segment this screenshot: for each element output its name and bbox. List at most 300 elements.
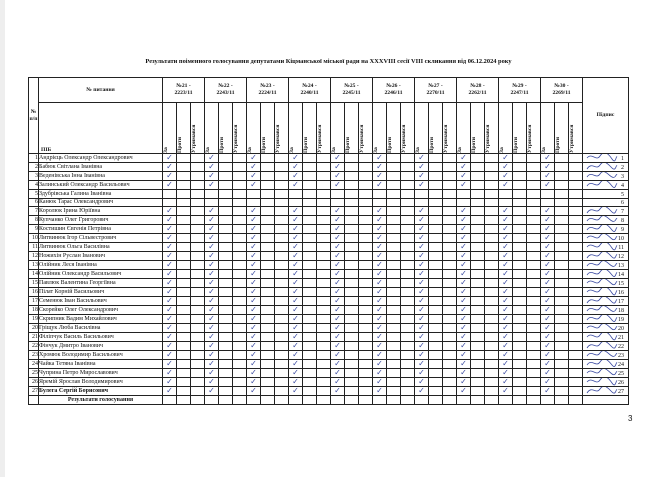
checkmark-icon: ✓ bbox=[166, 323, 173, 332]
vote-cell bbox=[345, 288, 359, 297]
vote-cell bbox=[457, 234, 471, 243]
vote-subheader bbox=[177, 103, 191, 154]
vote-cell bbox=[387, 315, 401, 324]
checkmark-icon: ✓ bbox=[376, 162, 383, 171]
vote-cell bbox=[261, 234, 275, 243]
checkmark-icon: ✓ bbox=[208, 368, 215, 377]
vote-cell bbox=[317, 333, 331, 342]
num-header: № п/п bbox=[29, 78, 39, 154]
vote-cell bbox=[163, 351, 177, 360]
vote-cell bbox=[261, 351, 275, 360]
signature-icon bbox=[586, 342, 618, 351]
vote-cell bbox=[205, 225, 219, 234]
vote-cell bbox=[471, 387, 485, 396]
vote-cell bbox=[443, 234, 457, 243]
signature-icon bbox=[586, 270, 618, 279]
vote-cell bbox=[219, 261, 233, 270]
checkmark-icon: ✓ bbox=[334, 180, 341, 189]
vote-cell bbox=[163, 190, 177, 199]
vote-cell bbox=[443, 378, 457, 387]
table-row bbox=[29, 252, 629, 261]
vote-cell bbox=[177, 225, 191, 234]
vote-cell bbox=[331, 288, 345, 297]
question-number: №27 - bbox=[428, 83, 443, 89]
signature-cell bbox=[583, 172, 629, 181]
vote-cell bbox=[485, 306, 499, 315]
vote-cell bbox=[345, 181, 359, 190]
vote-cell bbox=[261, 261, 275, 270]
checkmark-icon: ✓ bbox=[334, 224, 341, 233]
vote-cell bbox=[345, 279, 359, 288]
checkmark-icon: ✓ bbox=[460, 233, 467, 242]
signature-cell bbox=[583, 207, 629, 216]
signature-icon bbox=[586, 333, 618, 342]
vote-cell bbox=[205, 306, 219, 315]
results-cell bbox=[415, 396, 429, 405]
vote-cell bbox=[219, 333, 233, 342]
vote-cell bbox=[359, 324, 373, 333]
deputy-name: Фінчук Дмитро Іванович bbox=[39, 342, 163, 351]
vote-cell bbox=[345, 225, 359, 234]
vote-cell bbox=[177, 369, 191, 378]
vote-cell bbox=[205, 351, 219, 360]
vote-cell bbox=[247, 324, 261, 333]
vote-cell bbox=[345, 252, 359, 261]
vote-cell bbox=[555, 333, 569, 342]
vote-label: Утримався bbox=[527, 124, 533, 153]
vote-cell bbox=[569, 207, 583, 216]
vote-cell bbox=[387, 181, 401, 190]
vote-cell bbox=[457, 333, 471, 342]
vote-cell bbox=[513, 333, 527, 342]
checkmark-icon: ✓ bbox=[166, 162, 173, 171]
vote-cell bbox=[331, 387, 345, 396]
vote-cell bbox=[429, 154, 443, 163]
checkmark-icon: ✓ bbox=[208, 314, 215, 323]
vote-cell bbox=[569, 198, 583, 207]
vote-cell bbox=[485, 288, 499, 297]
vote-subheader bbox=[387, 103, 401, 154]
vote-cell bbox=[261, 163, 275, 172]
vote-cell bbox=[205, 324, 219, 333]
checkmark-icon: ✓ bbox=[376, 377, 383, 386]
vote-cell bbox=[345, 198, 359, 207]
vote-cell bbox=[443, 288, 457, 297]
vote-cell bbox=[415, 181, 429, 190]
vote-cell bbox=[401, 297, 415, 306]
vote-cell bbox=[429, 243, 443, 252]
vote-cell bbox=[415, 243, 429, 252]
vote-cell bbox=[527, 190, 541, 199]
vote-cell bbox=[429, 252, 443, 261]
vote-cell bbox=[275, 190, 289, 199]
vote-cell bbox=[233, 351, 247, 360]
vote-cell bbox=[541, 243, 555, 252]
vote-cell bbox=[443, 297, 457, 306]
vote-cell bbox=[527, 297, 541, 306]
vote-cell bbox=[513, 360, 527, 369]
vote-cell bbox=[569, 315, 583, 324]
checkmark-icon: ✓ bbox=[250, 278, 257, 287]
checkmark-icon: ✓ bbox=[460, 162, 467, 171]
vote-cell bbox=[219, 190, 233, 199]
vote-cell bbox=[317, 378, 331, 387]
vote-cell bbox=[177, 172, 191, 181]
results-cell bbox=[205, 396, 219, 405]
checkmark-icon: ✓ bbox=[292, 368, 299, 377]
checkmark-icon: ✓ bbox=[166, 341, 173, 350]
checkmark-icon: ✓ bbox=[544, 305, 551, 314]
vote-cell bbox=[541, 360, 555, 369]
row-number: 7 bbox=[29, 207, 39, 216]
deputy-name: Ножихін Руслан Іванович bbox=[39, 252, 163, 261]
vote-cell bbox=[499, 172, 513, 181]
vote-cell bbox=[219, 279, 233, 288]
checkmark-icon: ✓ bbox=[544, 242, 551, 251]
vote-cell bbox=[541, 387, 555, 396]
vote-subheader bbox=[373, 103, 387, 154]
vote-cell bbox=[205, 333, 219, 342]
vote-cell bbox=[275, 172, 289, 181]
checkmark-icon: ✓ bbox=[418, 224, 425, 233]
checkmark-icon: ✓ bbox=[502, 368, 509, 377]
vote-cell bbox=[555, 306, 569, 315]
signature-icon bbox=[586, 297, 618, 306]
vote-cell bbox=[359, 387, 373, 396]
results-cell bbox=[373, 396, 387, 405]
results-cell bbox=[513, 396, 527, 405]
vote-cell bbox=[387, 333, 401, 342]
vote-cell bbox=[163, 243, 177, 252]
vote-cell bbox=[247, 190, 261, 199]
vote-cell bbox=[317, 261, 331, 270]
vote-cell bbox=[331, 315, 345, 324]
vote-cell bbox=[499, 378, 513, 387]
vote-cell bbox=[303, 216, 317, 225]
checkmark-icon: ✓ bbox=[166, 215, 173, 224]
vote-cell bbox=[471, 154, 485, 163]
vote-cell bbox=[191, 342, 205, 351]
vote-cell bbox=[457, 369, 471, 378]
vote-cell bbox=[331, 225, 345, 234]
vote-cell bbox=[485, 172, 499, 181]
vote-cell bbox=[205, 198, 219, 207]
vote-cell bbox=[499, 207, 513, 216]
vote-cell bbox=[443, 225, 457, 234]
vote-cell bbox=[247, 207, 261, 216]
vote-cell bbox=[401, 190, 415, 199]
vote-cell bbox=[303, 234, 317, 243]
results-cell bbox=[219, 396, 233, 405]
vote-subheader bbox=[485, 103, 499, 154]
signature-number: 6 bbox=[621, 200, 624, 206]
checkmark-icon: ✓ bbox=[208, 323, 215, 332]
vote-cell bbox=[499, 163, 513, 172]
vote-cell bbox=[471, 172, 485, 181]
checkmark-icon: ✓ bbox=[334, 287, 341, 296]
signature-icon bbox=[586, 225, 618, 234]
vote-cell bbox=[233, 288, 247, 297]
signature-number: 3 bbox=[621, 174, 624, 180]
checkmark-icon: ✓ bbox=[502, 323, 509, 332]
vote-cell bbox=[289, 190, 303, 199]
vote-cell bbox=[569, 378, 583, 387]
row-number: 12 bbox=[29, 252, 39, 261]
vote-cell bbox=[331, 163, 345, 172]
results-cell bbox=[303, 396, 317, 405]
vote-cell bbox=[317, 243, 331, 252]
vote-label: Проти bbox=[471, 136, 477, 153]
vote-cell bbox=[429, 369, 443, 378]
vote-cell bbox=[401, 225, 415, 234]
vote-cell bbox=[485, 333, 499, 342]
checkmark-icon: ✓ bbox=[334, 233, 341, 242]
checkmark-icon: ✓ bbox=[166, 377, 173, 386]
checkmark-icon: ✓ bbox=[250, 206, 257, 215]
vote-cell bbox=[401, 163, 415, 172]
vote-subheader bbox=[513, 103, 527, 154]
checkmark-icon: ✓ bbox=[292, 341, 299, 350]
vote-cell bbox=[303, 360, 317, 369]
vote-subheader bbox=[471, 103, 485, 154]
vote-cell bbox=[499, 252, 513, 261]
checkmark-icon: ✓ bbox=[292, 215, 299, 224]
vote-cell bbox=[457, 306, 471, 315]
row-number: 17 bbox=[29, 297, 39, 306]
checkmark-icon: ✓ bbox=[166, 287, 173, 296]
checkmark-icon: ✓ bbox=[544, 171, 551, 180]
checkmark-icon: ✓ bbox=[460, 278, 467, 287]
vote-cell bbox=[485, 163, 499, 172]
vote-cell bbox=[401, 234, 415, 243]
vote-cell bbox=[275, 351, 289, 360]
table-row bbox=[29, 163, 629, 172]
deputy-name: Канюк Тарас Олександрович bbox=[39, 198, 163, 207]
checkmark-icon: ✓ bbox=[250, 368, 257, 377]
signature-number: 18 bbox=[618, 308, 624, 314]
vote-cell bbox=[261, 190, 275, 199]
vote-cell bbox=[415, 216, 429, 225]
vote-cell bbox=[513, 324, 527, 333]
vote-cell bbox=[555, 270, 569, 279]
checkmark-icon: ✓ bbox=[376, 368, 383, 377]
results-cell bbox=[485, 396, 499, 405]
question-4-header bbox=[289, 78, 331, 103]
vote-cell bbox=[303, 297, 317, 306]
vote-cell bbox=[359, 288, 373, 297]
vote-cell bbox=[331, 279, 345, 288]
vote-cell bbox=[499, 198, 513, 207]
checkmark-icon: ✓ bbox=[334, 350, 341, 359]
vote-cell bbox=[429, 190, 443, 199]
vote-cell bbox=[373, 172, 387, 181]
vote-cell bbox=[275, 279, 289, 288]
vote-cell bbox=[275, 207, 289, 216]
checkmark-icon: ✓ bbox=[502, 233, 509, 242]
signature-cell bbox=[583, 181, 629, 190]
vote-cell bbox=[401, 369, 415, 378]
vote-cell bbox=[555, 369, 569, 378]
vote-cell bbox=[429, 351, 443, 360]
pib-header: ПІБ bbox=[39, 103, 163, 154]
checkmark-icon: ✓ bbox=[460, 206, 467, 215]
checkmark-icon: ✓ bbox=[544, 377, 551, 386]
vote-cell bbox=[261, 306, 275, 315]
vote-cell bbox=[331, 234, 345, 243]
vote-cell bbox=[163, 369, 177, 378]
deputy-name: Костишин Євгенія Петрівна bbox=[39, 225, 163, 234]
vote-cell bbox=[443, 342, 457, 351]
vote-cell bbox=[275, 198, 289, 207]
vote-cell bbox=[317, 216, 331, 225]
vote-cell bbox=[303, 225, 317, 234]
vote-cell bbox=[443, 154, 457, 163]
vote-cell bbox=[527, 181, 541, 190]
vote-subheader bbox=[443, 103, 457, 154]
vote-cell bbox=[387, 261, 401, 270]
vote-cell bbox=[401, 378, 415, 387]
vote-cell bbox=[513, 243, 527, 252]
checkmark-icon: ✓ bbox=[502, 278, 509, 287]
vote-cell bbox=[387, 225, 401, 234]
signature-cell bbox=[583, 369, 629, 378]
vote-cell bbox=[415, 154, 429, 163]
checkmark-icon: ✓ bbox=[334, 323, 341, 332]
vote-cell bbox=[569, 387, 583, 396]
vote-cell bbox=[555, 351, 569, 360]
vote-cell bbox=[359, 306, 373, 315]
vote-cell bbox=[401, 387, 415, 396]
vote-cell bbox=[275, 243, 289, 252]
vote-cell bbox=[345, 351, 359, 360]
vote-cell bbox=[541, 216, 555, 225]
vote-cell bbox=[345, 234, 359, 243]
checkmark-icon: ✓ bbox=[208, 305, 215, 314]
signature-icon bbox=[586, 181, 618, 190]
results-cell bbox=[443, 396, 457, 405]
vote-cell bbox=[331, 154, 345, 163]
vote-cell bbox=[359, 216, 373, 225]
checkmark-icon: ✓ bbox=[460, 269, 467, 278]
question-number: №28 - bbox=[470, 83, 485, 89]
row-number: 10 bbox=[29, 234, 39, 243]
checkmark-icon: ✓ bbox=[250, 386, 257, 395]
vote-cell bbox=[415, 378, 429, 387]
checkmark-icon: ✓ bbox=[502, 224, 509, 233]
vote-cell bbox=[513, 288, 527, 297]
vote-subheader bbox=[429, 103, 443, 154]
vote-cell bbox=[261, 387, 275, 396]
vote-cell bbox=[499, 306, 513, 315]
row-number: 19 bbox=[29, 315, 39, 324]
checkmark-icon: ✓ bbox=[418, 386, 425, 395]
question-code: 2262/11 bbox=[468, 90, 487, 96]
vote-cell bbox=[527, 261, 541, 270]
checkmark-icon: ✓ bbox=[460, 323, 467, 332]
vote-cell bbox=[303, 261, 317, 270]
vote-cell bbox=[191, 306, 205, 315]
vote-cell bbox=[499, 216, 513, 225]
vote-cell bbox=[317, 252, 331, 261]
row-number: 9 bbox=[29, 225, 39, 234]
checkmark-icon: ✓ bbox=[250, 224, 257, 233]
checkmark-icon: ✓ bbox=[250, 377, 257, 386]
vote-cell bbox=[247, 369, 261, 378]
vote-label: За bbox=[205, 147, 211, 153]
signature-number: 14 bbox=[618, 272, 624, 278]
vote-cell bbox=[345, 378, 359, 387]
vote-cell bbox=[527, 333, 541, 342]
deputy-name: Залинський Олександр Васильович bbox=[39, 181, 163, 190]
checkmark-icon: ✓ bbox=[544, 314, 551, 323]
vote-cell bbox=[387, 351, 401, 360]
checkmark-icon: ✓ bbox=[502, 332, 509, 341]
checkmark-icon: ✓ bbox=[292, 224, 299, 233]
checkmark-icon: ✓ bbox=[418, 287, 425, 296]
checkmark-icon: ✓ bbox=[502, 251, 509, 260]
vote-cell bbox=[569, 261, 583, 270]
vote-cell bbox=[275, 225, 289, 234]
question-9-header bbox=[499, 78, 541, 103]
vote-cell bbox=[177, 315, 191, 324]
vote-cell bbox=[233, 306, 247, 315]
vote-cell bbox=[443, 172, 457, 181]
vote-cell bbox=[387, 163, 401, 172]
vote-cell bbox=[457, 207, 471, 216]
vote-cell bbox=[471, 297, 485, 306]
signature-cell bbox=[583, 198, 629, 207]
vote-cell bbox=[541, 378, 555, 387]
vote-label: За bbox=[289, 147, 295, 153]
checkmark-icon: ✓ bbox=[208, 341, 215, 350]
vote-cell bbox=[485, 378, 499, 387]
vote-cell bbox=[415, 270, 429, 279]
vote-cell bbox=[471, 234, 485, 243]
deputy-name: Королюк Ірина Юріївна bbox=[39, 207, 163, 216]
vote-cell bbox=[177, 198, 191, 207]
signature-header: Підпис bbox=[583, 78, 629, 154]
vote-cell bbox=[261, 198, 275, 207]
vote-cell bbox=[191, 190, 205, 199]
vote-cell bbox=[485, 351, 499, 360]
checkmark-icon: ✓ bbox=[502, 171, 509, 180]
vote-cell bbox=[457, 315, 471, 324]
vote-cell bbox=[317, 306, 331, 315]
results-cell bbox=[471, 396, 485, 405]
vote-cell bbox=[387, 297, 401, 306]
vote-cell bbox=[401, 333, 415, 342]
vote-cell bbox=[289, 270, 303, 279]
vote-cell bbox=[177, 261, 191, 270]
vote-cell bbox=[541, 351, 555, 360]
vote-cell bbox=[303, 163, 317, 172]
vote-subheader bbox=[289, 103, 303, 154]
checkmark-icon: ✓ bbox=[208, 350, 215, 359]
vote-cell bbox=[443, 207, 457, 216]
vote-cell bbox=[205, 181, 219, 190]
vote-cell bbox=[373, 324, 387, 333]
vote-cell bbox=[471, 181, 485, 190]
vote-cell bbox=[443, 252, 457, 261]
results-cell bbox=[457, 396, 471, 405]
vote-cell bbox=[513, 154, 527, 163]
vote-cell bbox=[177, 387, 191, 396]
vote-subheader bbox=[499, 103, 513, 154]
checkmark-icon: ✓ bbox=[208, 233, 215, 242]
vote-cell bbox=[219, 360, 233, 369]
vote-subheader bbox=[555, 103, 569, 154]
vote-cell bbox=[177, 243, 191, 252]
